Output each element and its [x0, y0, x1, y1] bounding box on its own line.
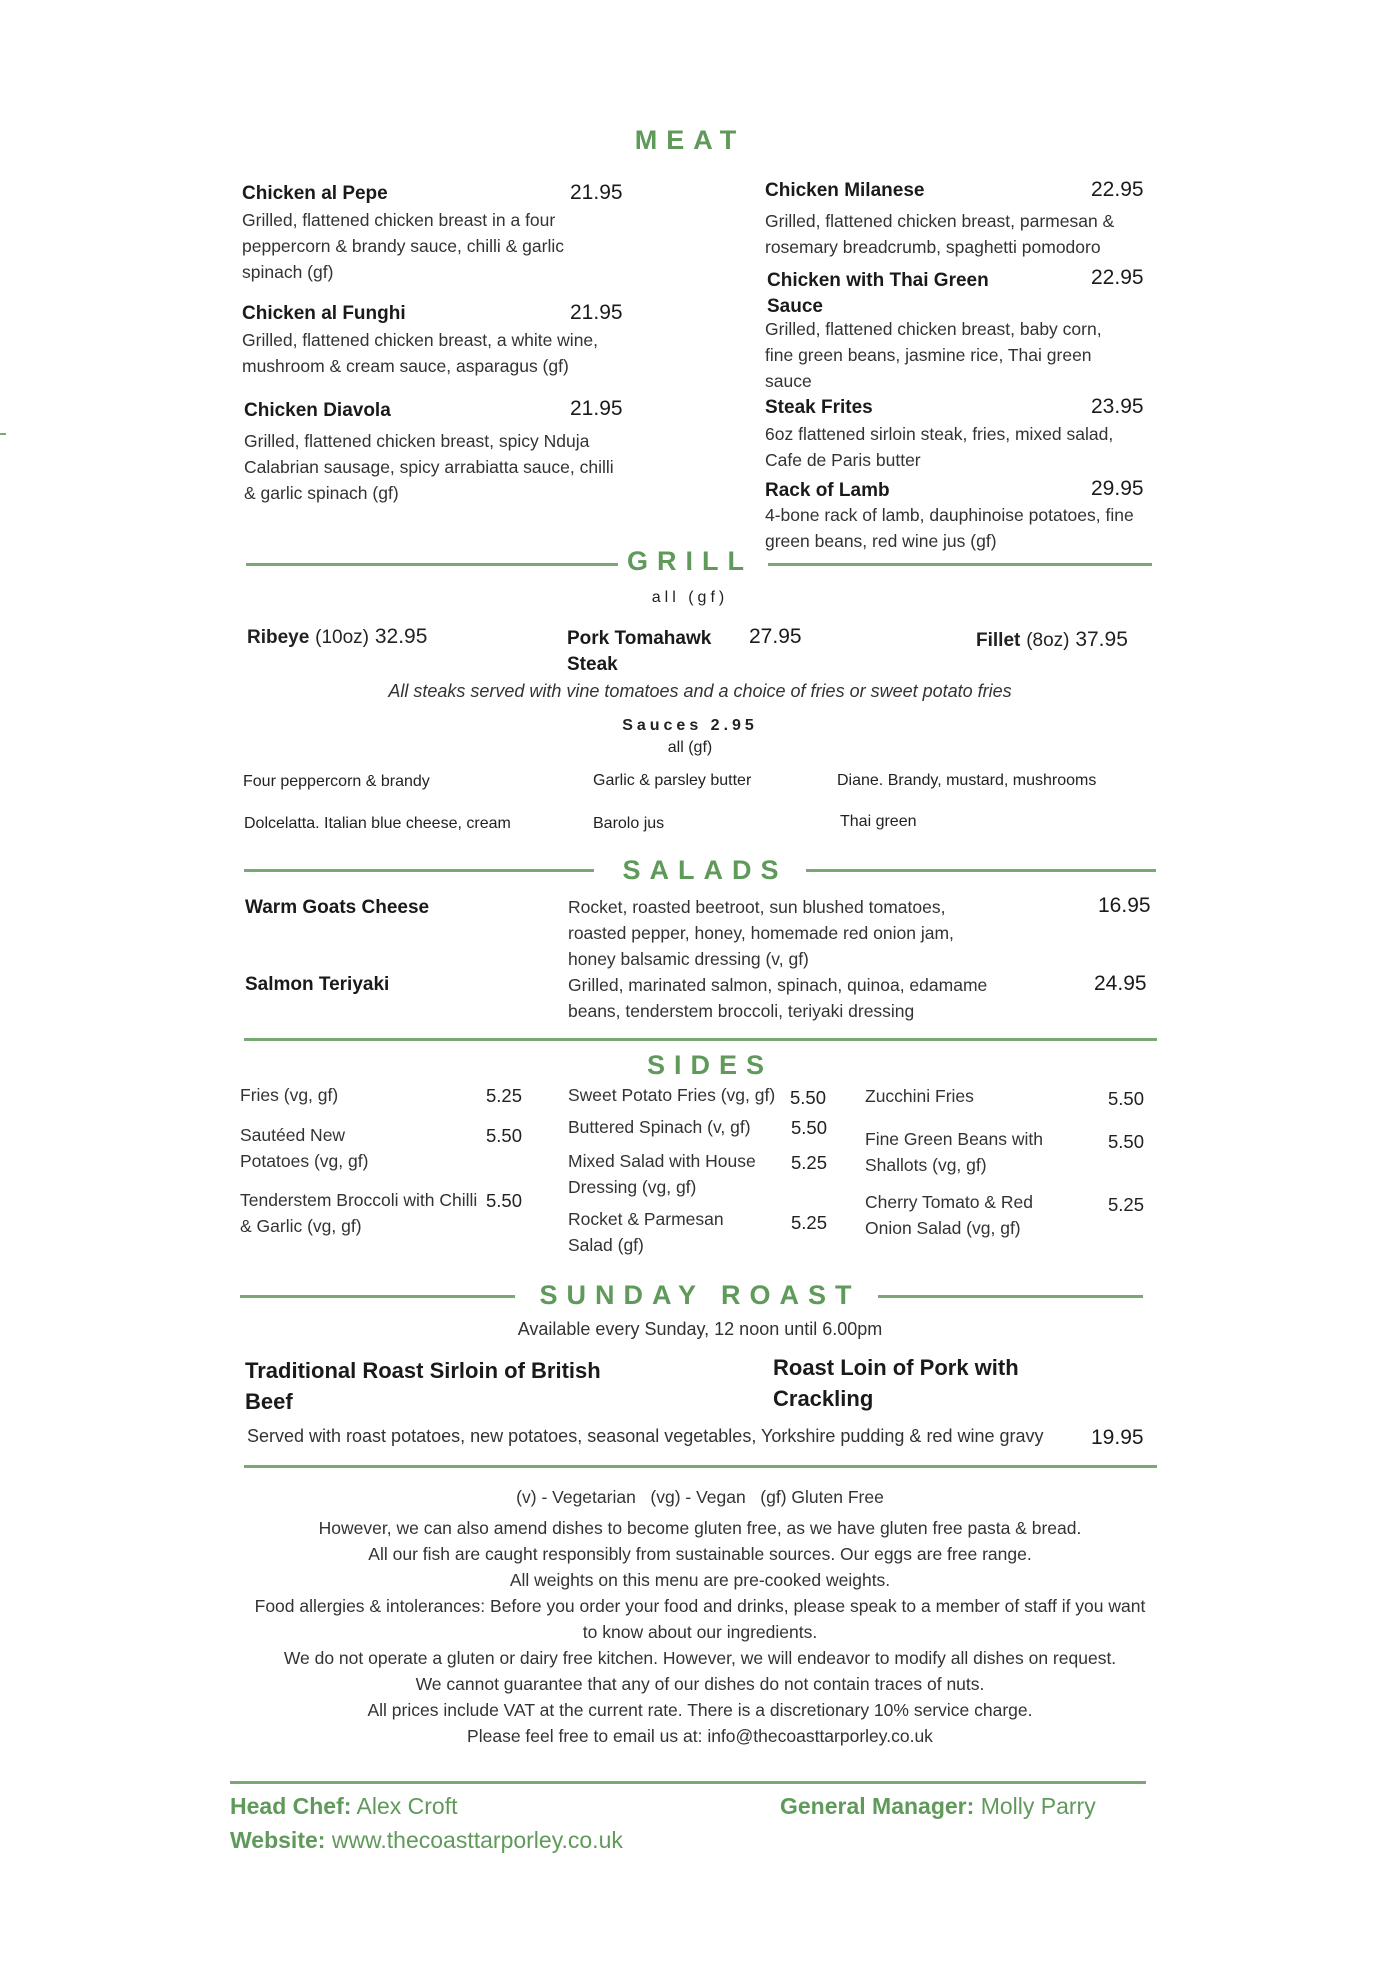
- dish-price: 29.95: [1091, 477, 1144, 500]
- side-name: Fine Green Beans with Shallots (vg, gf): [865, 1129, 1044, 1175]
- dish-price: 23.95: [1091, 395, 1144, 418]
- side-price: 5.50: [486, 1190, 523, 1211]
- note-line: Food allergies & intolerances: Before you order your food and drinks, please speak to a member of staff if you want to know about our ingredients.: [254, 1596, 1146, 1642]
- grill-subtitle: all (gf): [651, 589, 729, 606]
- side-price: 5.25: [1108, 1194, 1145, 1215]
- gm-name: Molly Parry: [980, 1793, 1096, 1819]
- dish-price: 21.95: [570, 301, 623, 324]
- side-name: Fries (vg, gf): [240, 1085, 339, 1105]
- divider: [878, 1295, 1143, 1298]
- divider: [230, 1781, 1146, 1784]
- divider: [244, 869, 594, 872]
- divider: [244, 1465, 1157, 1468]
- note-line: We cannot guarantee that any of our dishes do not contain traces of nuts.: [415, 1674, 985, 1694]
- head-chef-label: Head Chef:: [230, 1793, 352, 1819]
- side-price: 5.50: [1108, 1131, 1145, 1152]
- side-name: Buttered Spinach (v, gf): [568, 1117, 751, 1137]
- dish-desc: Grilled, marinated salmon, spinach, quinoa, edamame beans, tenderstem broccoli, teriyaki dressing: [568, 975, 988, 1021]
- side-name: Sautéed New Potatoes (vg, gf): [240, 1125, 369, 1171]
- side-price: 5.50: [486, 1125, 523, 1146]
- side-name: Rocket & Parmesan Salad (gf): [568, 1209, 724, 1255]
- grill-weight: (8oz): [1026, 630, 1070, 651]
- note-line: All prices include VAT at the current rate. There is a discretionary 10% service charge.: [367, 1700, 1033, 1720]
- dish-name: Salmon Teriyaki: [245, 974, 390, 995]
- website: [230, 1827, 623, 1854]
- grill-name: Fillet: [976, 630, 1021, 651]
- section-title-grill: GRILL: [627, 546, 753, 576]
- dish-desc: Grilled, flattened chicken breast, spicy Nduja Calabrian sausage, spicy arrabiatta sauce, chilli & garlic spinach (gf): [244, 431, 614, 503]
- note-line: Please feel free to email us at: info@thecoasttarporley.co.uk: [467, 1726, 933, 1746]
- note-line: All our fish are caught responsibly from sustainable sources. Our eggs are free range.: [368, 1544, 1032, 1564]
- grill-weight: (10oz): [315, 627, 370, 648]
- side-price: 5.50: [1108, 1088, 1145, 1109]
- sauce-item: Thai green: [840, 813, 917, 830]
- grill-item-ribeye: [247, 625, 427, 649]
- side-price: 5.25: [486, 1085, 523, 1106]
- dish-desc: 6oz flattened sirloin steak, fries, mixed salad, Cafe de Paris butter: [765, 424, 1114, 470]
- divider: [768, 563, 1152, 566]
- grill-name: Ribeye: [247, 627, 310, 648]
- dish-price: 21.95: [570, 181, 623, 204]
- divider: [806, 869, 1156, 872]
- grill-item-pork-name: Pork Tomahawk Steak: [567, 628, 712, 675]
- sunday-price: 19.95: [1091, 1426, 1144, 1449]
- grill-item-fillet: [976, 628, 1128, 652]
- dish-name: Rack of Lamb: [765, 480, 890, 501]
- side-name: Tenderstem Broccoli with Chilli & Garlic (vg, gf): [240, 1190, 478, 1236]
- divider: [246, 563, 618, 566]
- sunday-item-beef: Traditional Roast Sirloin of British Beef: [245, 1358, 601, 1414]
- side-price: 5.25: [791, 1212, 828, 1233]
- grill-item-pork-price: 27.95: [749, 625, 802, 648]
- sauce-item: Dolcelatta. Italian blue cheese, cream: [244, 815, 511, 832]
- website-link[interactable]: www.thecoasttarporley.co.uk: [331, 1827, 623, 1853]
- grill-note: All steaks served with vine tomatoes and a choice of fries or sweet potato fries: [388, 681, 1012, 701]
- dish-desc: 4-bone rack of lamb, dauphinoise potatoes, fine green beans, red wine jus (gf): [765, 505, 1134, 551]
- side-price: 5.50: [790, 1087, 827, 1108]
- sunday-served: Served with roast potatoes, new potatoes, seasonal vegetables, Yorkshire pudding & red wine gravy: [247, 1426, 1044, 1446]
- sauces-title: Sauces 2.95: [622, 717, 758, 734]
- dish-name: Chicken al Pepe: [242, 183, 388, 204]
- general-manager: [780, 1793, 1096, 1820]
- sunday-availability: Available every Sunday, 12 noon until 6.00pm: [517, 1319, 883, 1339]
- section-title-sides: SIDES: [646, 1050, 774, 1080]
- dish-desc: Grilled, flattened chicken breast, a white wine, mushroom & cream sauce, asparagus (gf): [242, 330, 599, 376]
- gm-label: General Manager:: [780, 1793, 975, 1819]
- dish-price: 22.95: [1091, 178, 1144, 201]
- dish-name: Steak Frites: [765, 397, 873, 418]
- sauce-item: Barolo jus: [593, 815, 665, 832]
- footer-notes: [240, 1515, 1160, 1749]
- sunday-item-pork: Roast Loin of Pork with Crackling: [773, 1355, 1019, 1411]
- dish-desc: Grilled, flattened chicken breast, baby corn, fine green beans, jasmine rice, Thai green sauce: [765, 319, 1102, 391]
- dietary-legend: (v) - Vegetarian (vg) - Vegan (gf) Gluten Free: [516, 1487, 884, 1507]
- dish-price: 24.95: [1094, 972, 1147, 995]
- sauce-item: Four peppercorn & brandy: [243, 773, 430, 790]
- dish-name: Chicken Milanese: [765, 180, 925, 201]
- side-name: Cherry Tomato & Red Onion Salad (vg, gf): [865, 1192, 1033, 1238]
- note-line: However, we can also amend dishes to become gluten free, as we have gluten free pasta & bread.: [318, 1518, 1082, 1538]
- side-name: Mixed Salad with House Dressing (vg, gf): [568, 1151, 756, 1197]
- divider: [244, 1038, 1157, 1041]
- sauces-subtitle: all (gf): [667, 739, 713, 756]
- section-title-sunday-roast: SUNDAY ROAST: [539, 1280, 861, 1310]
- head-chef: [230, 1793, 458, 1820]
- dish-desc: Grilled, flattened chicken breast in a four peppercorn & brandy sauce, chilli & garlic spinach (gf): [242, 210, 564, 282]
- dish-name: Chicken with Thai Green Sauce: [767, 270, 989, 317]
- side-price: 5.50: [791, 1117, 828, 1138]
- grill-price: 32.95: [374, 625, 428, 648]
- website-label: Website:: [230, 1827, 326, 1853]
- note-line: We do not operate a gluten or dairy free kitchen. However, we will endeavor to modify all dishes on request.: [283, 1648, 1117, 1668]
- note-line: All weights on this menu are pre-cooked weights.: [509, 1570, 891, 1590]
- divider: [240, 1295, 515, 1298]
- dish-price: 21.95: [570, 397, 623, 420]
- section-title-meat: MEAT: [634, 125, 746, 155]
- side-name: Zucchini Fries: [865, 1086, 974, 1106]
- sauce-item: Diane. Brandy, mustard, mushrooms: [837, 772, 1097, 789]
- dish-name: Chicken Diavola: [244, 400, 391, 421]
- dish-price: 16.95: [1098, 894, 1151, 917]
- side-name: Sweet Potato Fries (vg, gf): [568, 1085, 776, 1105]
- dish-desc: Grilled, flattened chicken breast, parmesan & rosemary breadcrumb, spaghetti pomodoro: [765, 211, 1115, 257]
- grill-price: 37.95: [1075, 628, 1128, 651]
- head-chef-name: Alex Croft: [356, 1793, 458, 1819]
- section-title-salads: SALADS: [622, 855, 788, 885]
- dish-name: Chicken al Funghi: [242, 303, 406, 324]
- dish-desc: Rocket, roasted beetroot, sun blushed tomatoes, roasted pepper, honey, homemade red onion jam, honey balsamic dressing (v, gf): [568, 897, 954, 969]
- dish-name: Warm Goats Cheese: [245, 897, 430, 918]
- side-price: 5.25: [791, 1152, 828, 1173]
- margin-mark: [0, 433, 6, 435]
- sauce-item: Garlic & parsley butter: [593, 772, 752, 789]
- dish-price: 22.95: [1091, 266, 1144, 289]
